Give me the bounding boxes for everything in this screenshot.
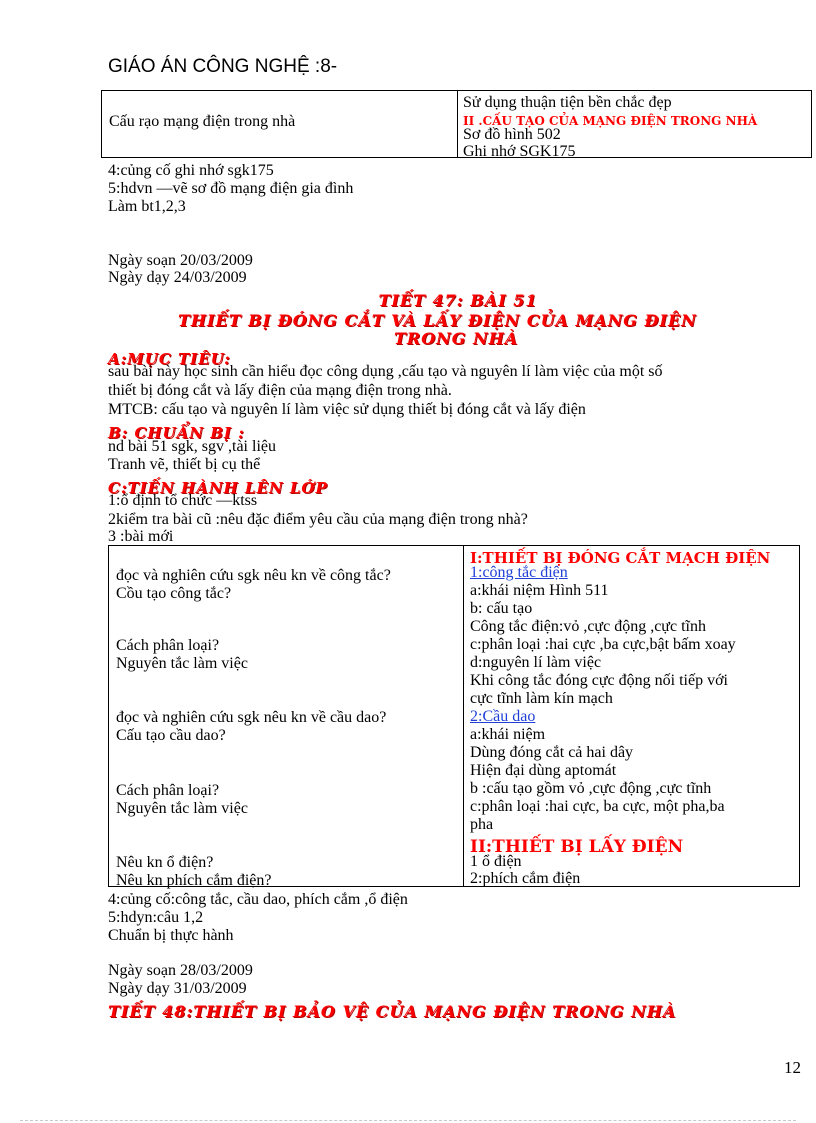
lesson-number: TIẾT 47: BÀI 51 — [378, 291, 538, 310]
text-line: thiết bị đóng cắt và lấy điện của mạng điện trong nhà. — [108, 382, 452, 399]
question-line: đọc và nghiên cứu sgk nêu kn về cầu dao? — [116, 709, 387, 726]
text-line: Tranh vẽ, thiết bị cụ thể — [108, 456, 261, 473]
answer-line: 2:phích cắm điện — [470, 870, 581, 887]
answer-line: c:phân loại :hai cực ,ba cực,bật bấm xoay — [470, 636, 736, 653]
text-line: 5:hdyn:câu 1,2 — [108, 909, 204, 926]
text-line: Làm bt1,2,3 — [108, 198, 186, 215]
table-cell-right-line: Sơ đồ hình 502 — [463, 126, 561, 143]
text-line: 3 :bài mới — [108, 528, 174, 545]
answer-line: b :cấu tạo gồm vỏ ,cực động ,cực tĩnh — [470, 780, 712, 797]
text-line: MTCB: cấu tạo và nguyên lí làm việc sử dụng thiết bị đóng cắt và lấy điện — [108, 401, 586, 418]
text-line: sau bài này học sinh cần hiểu đọc công dụng ,cấu tạo và nguyên lí làm việc của một số — [108, 363, 663, 380]
next-lesson-title: TIẾT 48:THIẾT BỊ BẢO VỆ CỦA MẠNG ĐIỆN TRONG NHÀ — [108, 1002, 677, 1021]
table-cell-left: Cấu rạo mạng điện trong nhà — [109, 113, 296, 130]
section-heading: II:THIẾT BỊ LẤY ĐIỆN — [470, 837, 684, 857]
section-c-heading: C:TIẾN HÀNH LÊN LỚP — [108, 479, 328, 497]
text-line: nd bài 51 sgk, sgv ,tài liệu — [108, 438, 276, 455]
text-line: Chuẩn bị thực hành — [108, 927, 234, 944]
answer-line: d:nguyên lí làm việc — [470, 654, 602, 671]
answer-line: 1 ổ điện — [470, 853, 522, 870]
answer-line: Hiện đại dùng aptomát — [470, 762, 617, 779]
date-prepared: Ngày soạn 28/03/2009 — [108, 962, 253, 979]
question-line: Cách phân loại? — [116, 637, 220, 654]
date-taught: Ngày dạy 24/03/2009 — [108, 269, 247, 286]
date-taught: Ngày dạy 31/03/2009 — [108, 980, 247, 997]
date-prepared: Ngày soạn 20/03/2009 — [108, 252, 253, 269]
lesson-title: THIẾT BỊ ĐÓNG CẮT VÀ LẤY ĐIỆN CỦA MẠNG ĐIỆN — [178, 311, 697, 330]
answer-line: c:phân loại :hai cực, ba cực, một pha,ba — [470, 798, 725, 815]
table-cell-right-line: Sử dụng thuận tiện bền chắc đẹp — [463, 94, 672, 111]
question-line: Nêu kn phích cắm điện? — [116, 872, 272, 889]
lesson-title-cont: TRONG NHÀ — [394, 329, 519, 348]
answer-line: Khi công tắc đóng cực động nối tiếp với — [470, 672, 728, 689]
answer-line: pha — [470, 816, 494, 833]
text-line: 1:ổ định tổ chức —ktss — [108, 492, 258, 509]
section-a-heading: A:MỤC TIÊU: — [108, 350, 231, 368]
text-line: 4:củng cố:công tắc, cầu dao, phích cắm ,ổ điện — [108, 891, 408, 908]
table-divider — [457, 90, 458, 158]
subsection-link[interactable]: 2:Cầu dao — [470, 708, 536, 725]
answer-block — [470, 582, 736, 708]
question-line: Nguyên tắc làm việc — [116, 800, 248, 817]
answer-line: b: cấu tạo — [470, 600, 533, 617]
question-line: đọc và nghiên cứu sgk nêu kn về công tắc? — [116, 567, 391, 584]
question-line: Cách phân loại? — [116, 782, 220, 799]
answer-line: Công tắc điện:vỏ ,cực động ,cực tĩnh — [470, 618, 706, 635]
section-heading: II .CẤU TẠO CỦA MẠNG ĐIỆN TRONG NHÀ — [463, 114, 758, 128]
answer-line: a:khái niệm — [470, 726, 546, 743]
text-line: 5:hdvn —vẽ sơ đồ mạng điện gia đình — [108, 180, 354, 197]
answer-block — [470, 726, 725, 834]
answer-line: Dùng đóng cắt cả hai dây — [470, 744, 634, 761]
question-line: Nguyên tắc làm việc — [116, 655, 248, 672]
text-line: 4:củng cố ghi nhớ sgk175 — [108, 162, 274, 179]
subsection-link[interactable]: 1:công tắc điện — [470, 564, 568, 581]
question-line: Cấu tạo cầu dao? — [116, 727, 226, 744]
table-cell-right-line: Ghi nhớ SGK175 — [463, 143, 576, 160]
section-b-heading: B: CHUẨN BỊ : — [108, 424, 245, 442]
question-line: Nêu kn ổ điện? — [116, 854, 214, 871]
question-line: Cồu tạo công tắc? — [116, 585, 232, 602]
document-header: GIÁO ÁN CÔNG NGHỆ :8- — [108, 56, 338, 77]
table-divider — [463, 545, 464, 887]
page-number: 12 — [784, 1058, 801, 1077]
text-line: 2kiểm tra bài cũ :nêu đặc điểm yêu cầu của mạng điện trong nhà? — [108, 511, 528, 528]
page-edge-rule — [20, 1120, 796, 1121]
answer-line: cực tĩnh làm kín mạch — [470, 690, 613, 707]
section-heading: I:THIẾT BỊ ĐÓNG CẮT MẠCH ĐIỆN — [470, 549, 771, 567]
answer-line: a:khái niệm Hình 511 — [470, 582, 609, 599]
